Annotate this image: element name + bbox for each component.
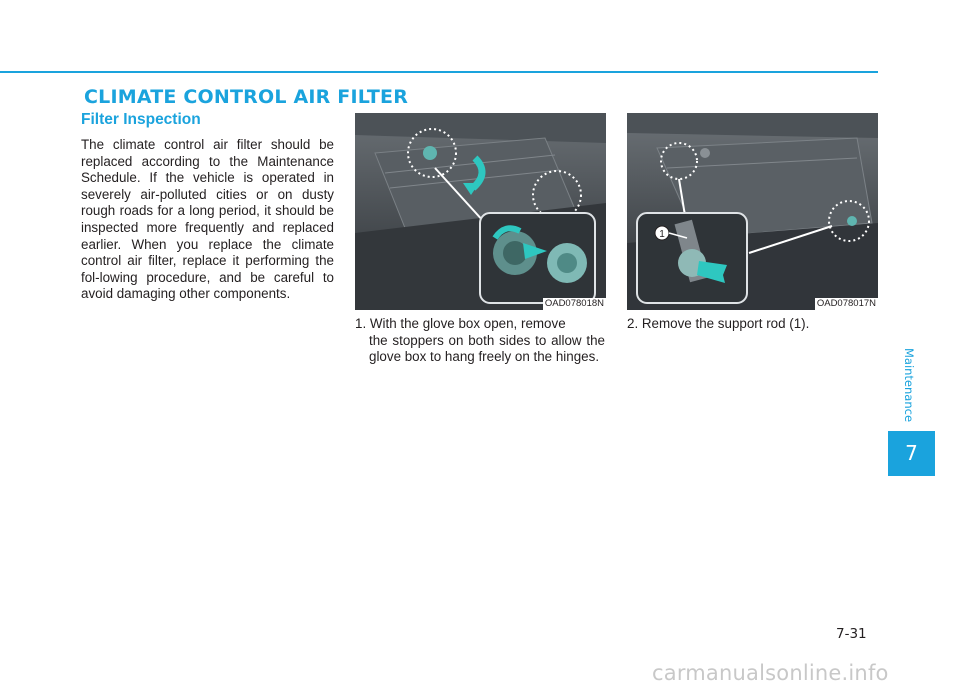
glove-box-illustration [355, 113, 606, 310]
support-rod-illustration [627, 113, 878, 310]
chapter-tab: 7 [888, 431, 935, 476]
page-number: 7-31 [836, 626, 867, 642]
callout-number: 1 [659, 229, 665, 240]
step-2 [627, 316, 877, 333]
body-paragraph: The climate control air filter should be replaced according to the Maintenance Schedule. If the vehicle is operated in severely air-polluted cities or on dusty rough roads for a long period, it should be inspected more frequently and replaced earlier. When you replace the climate control air filter, replace it performing the fol-lowing procedure, and be careful to avoid damaging other components. [81, 137, 334, 302]
top-divider [0, 71, 878, 73]
figure-code: OAD078018N [544, 298, 604, 309]
step-1 [355, 316, 605, 366]
figure-code: OAD078017N [816, 298, 876, 309]
figure-glove-box-stoppers [355, 113, 606, 310]
step-2-text: 2. Remove the support rod (1). [627, 316, 810, 331]
chapter-name: Maintenance [902, 347, 916, 423]
step-1-first-line: 1. With the glove box open, remove [355, 316, 566, 331]
sub-heading: Filter Inspection [81, 111, 201, 128]
section-title: CLIMATE CONTROL AIR FILTER [84, 86, 409, 108]
watermark: carmanualsonline.info [652, 661, 889, 685]
chapter-side-label [900, 340, 918, 430]
step-1-continuation: the stoppers on both sides to allow the glove box to hang freely on the hinges. [369, 332, 605, 365]
figure-support-rod [627, 113, 878, 310]
